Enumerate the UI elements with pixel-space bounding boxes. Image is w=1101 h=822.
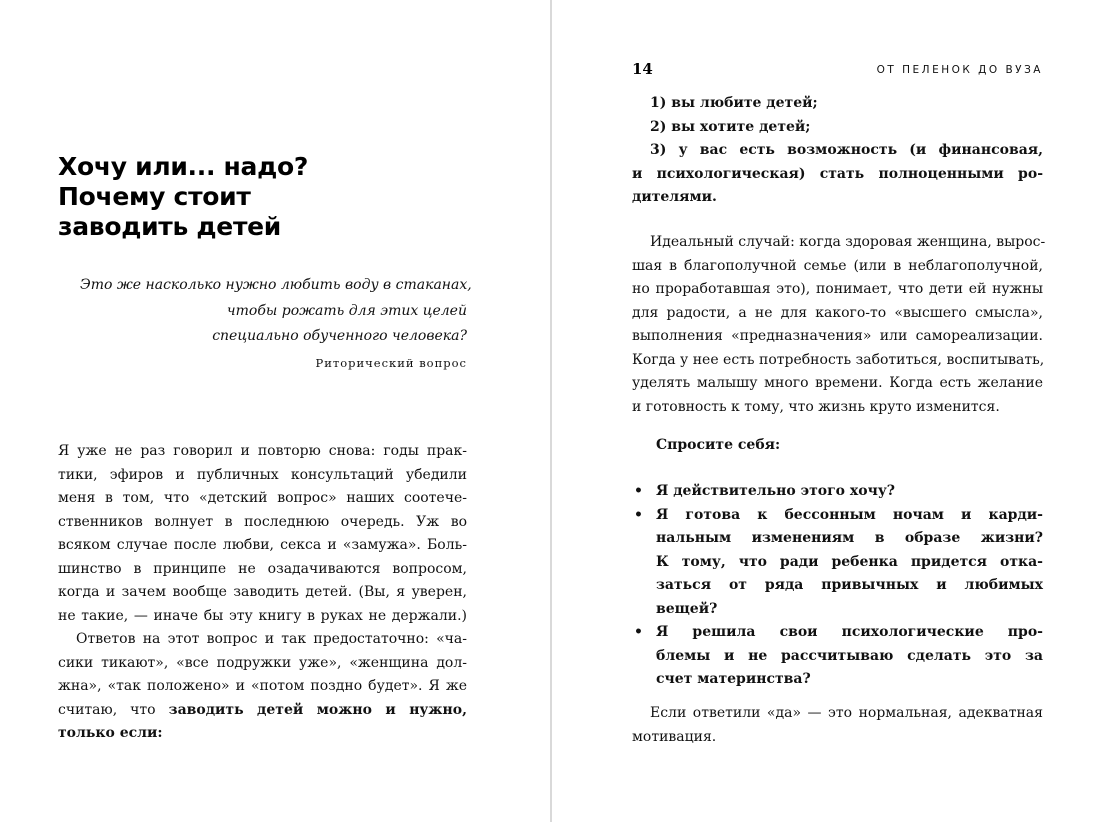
- text-line: выполнения «предназначения» или самореализации.: [632, 328, 1043, 344]
- question-line: вещей?: [656, 600, 718, 617]
- right-page: [552, 0, 1101, 822]
- chapter-title: [58, 152, 518, 242]
- question-line: счет материнства?: [656, 671, 811, 687]
- question-item: [632, 480, 1043, 504]
- paragraph-1: [58, 440, 467, 628]
- epigraph-author: Риторический вопрос: [315, 355, 467, 370]
- text-line: Ответов на этот вопрос и так предостаточно: «ча-: [76, 631, 467, 647]
- chapter-title-line: заводить детей: [58, 212, 282, 241]
- text-line: когда и зачем вообще заводить детей. (Вы, я уверен,: [58, 584, 467, 600]
- question-line: К тому, что ради ребенка придется отка-: [656, 553, 1043, 570]
- bullet-icon: •: [634, 506, 643, 523]
- epigraph-line: специально обученного человека?: [212, 328, 467, 344]
- condition-item: 3) у вас есть возможность (и финансовая,: [650, 142, 1043, 158]
- left-page: [0, 0, 550, 822]
- body-text-right: [632, 231, 1046, 419]
- condition-line: дителями.: [632, 189, 717, 205]
- text-run: считаю, что: [58, 701, 169, 718]
- text-line: [58, 699, 467, 723]
- text-line: Если ответили «да» — это нормальная, адекватная: [650, 705, 1043, 721]
- text-line: но проработавшая это), понимает, что дети ей нужны: [632, 281, 1043, 297]
- question-line: блемы и не рассчитываю сделать это за: [656, 647, 1043, 664]
- text-line: для радости, а не для какого-то «высшего смысла»,: [632, 304, 1043, 321]
- question-line: Я готова к бессонным ночам и карди-: [656, 506, 1043, 523]
- condition-line: и психологическая) стать полноценными ро-: [632, 165, 1043, 182]
- epigraph-line: Это же насколько нужно любить воду в стаканах,: [80, 277, 472, 293]
- condition-item: 1) вы любите детей;: [650, 95, 818, 111]
- chapter-title-line: Хочу или... надо?: [58, 152, 309, 181]
- question-item: [632, 504, 1043, 622]
- bullet-icon: •: [634, 483, 643, 499]
- text-line: тики, эфиров и публичных консультаций убедили: [58, 466, 467, 483]
- ask-yourself-heading: Спросите себя:: [656, 437, 781, 453]
- question-line: Я решила свои психологические про-: [656, 624, 1043, 640]
- text-line: меня в том, что «детский вопрос» наших соотече-: [58, 490, 467, 506]
- question-item: [632, 621, 1043, 692]
- text-line: Идеальный случай: когда здоровая женщина, вырос-: [650, 234, 1046, 250]
- closing-paragraph: [632, 702, 1043, 749]
- question-line: заться от ряда привычных и любимых: [656, 577, 1043, 593]
- text-line: уделять малышу много времени. Когда есть желание: [632, 375, 1043, 391]
- running-head: ОТ ПЕЛЕНОК ДО ВУЗА: [876, 64, 1043, 76]
- bold-emphasis: заводить детей можно и нужно,: [168, 701, 467, 718]
- text-line: шая в благополучной семье (или в неблагополучной,: [632, 257, 1043, 274]
- text-line: ственников волнует в последнюю очередь. Уж во: [58, 513, 467, 530]
- bullet-icon: •: [634, 624, 643, 640]
- questions-list: [632, 480, 1043, 692]
- text-line: всяком случае после любви, секса и «замужа». Боль-: [58, 537, 467, 553]
- conditions-list: [632, 92, 1043, 210]
- paragraph-2: [58, 628, 467, 746]
- question-line: нальным изменениям в образе жизни?: [656, 530, 1043, 546]
- condition-item: 2) вы хотите детей;: [650, 118, 811, 135]
- body-text-left: [58, 440, 467, 746]
- text-line: Я уже не раз говорил и повторю снова: годы прак-: [58, 443, 467, 459]
- bold-emphasis: только если:: [58, 725, 163, 741]
- text-line: жна», «так положено» и «потом поздно будет». Я же: [58, 678, 467, 694]
- epigraph: [80, 273, 472, 376]
- page-number: 14: [632, 60, 653, 78]
- text-line: шинство в принципе не озадачиваются вопросом,: [58, 560, 467, 577]
- question-line: Я действительно этого хочу?: [656, 483, 895, 499]
- text-line: мотивация.: [632, 728, 717, 745]
- epigraph-line: чтобы рожать для этих целей: [226, 302, 467, 319]
- text-line: сики тикают», «все подружки уже», «женщина дол-: [58, 654, 467, 671]
- text-line: не такие, — иначе бы эту книгу в руках не держали.): [58, 607, 467, 624]
- chapter-title-line: Почему стоит: [58, 182, 251, 211]
- text-line: Когда у нее есть потребность заботиться, воспитывать,: [632, 351, 1045, 368]
- text-line: и готовность к тому, что жизнь круто изменится.: [632, 398, 1000, 415]
